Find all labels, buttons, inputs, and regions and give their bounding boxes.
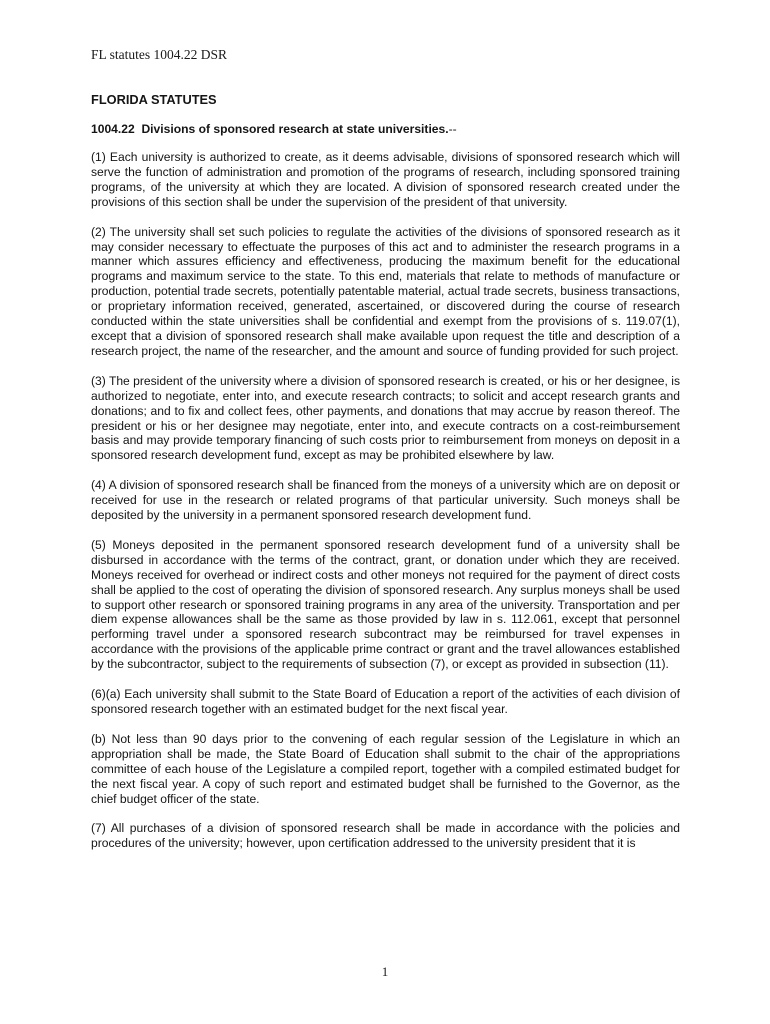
paragraph-1: (1) Each university is authorized to create, as it deems advisable, divisions of sponsored research which will serve the function of administration and promotion of the programs of research, including sponsored training programs, of the university at which they are located. A division of sponsored research created under the provisions of this section shall be under the supervision of the president of that university. [91, 150, 680, 209]
paragraph-3: (3) The president of the university where a division of sponsored research is created, or his or her designee, is authorized to negotiate, enter into, and execute research contracts; to solicit and accept research grants and donations; and to fix and collect fees, other payments, and donations that may accrue by reason thereof. The president or his or her designee may negotiate, enter into, and execute contracts on a cost-reimbursement basis and may provide temporary financing of such costs prior to reimbursement from moneys on deposit in a sponsored research development fund, except as may be prohibited elsewhere by law. [91, 373, 680, 463]
section-title: Divisions of sponsored research at state universities. [141, 122, 449, 136]
paragraph-2: (2) The university shall set such policies to regulate the activities of the divisions of sponsored research as it may consider necessary to effectuate the purposes of this act and to administer the research programs in a manner which assures efficiency and effectiveness, producing the maximum benefit for the educational programs and maximum service to the state. To this end, materials that relate to methods of manufacture or production, potential trade secrets, potentially patentable material, actual trade secrets, business transactions, or proprietary information received, generated, ascertained, or discovered during the course of research conducted within the state universities shall be confidential and exempt from the provisions of s. 119.07(1), except that a division of sponsored research shall make available upon request the title and description of a research project, the name of the researcher, and the amount and source of funding provided for such project. [91, 224, 680, 358]
section-dash: -- [448, 122, 457, 136]
paragraph-4: (4) A division of sponsored research shall be financed from the moneys of a university which are on deposit or received for use in the research or related programs of that particular university. Such moneys shall be deposited by the university in a permanent sponsored research development fund. [91, 478, 680, 523]
section-heading [91, 121, 680, 137]
running-header: FL statutes 1004.22 DSR [91, 47, 228, 62]
paragraph-7: (7) All purchases of a division of sponsored research shall be made in accordance with the policies and procedures of the university; however, upon certification addressed to the university president that it is [91, 821, 680, 851]
paragraph-5: (5) Moneys deposited in the permanent sponsored research development fund of a university shall be disbursed in accordance with the terms of the contract, grant, or donation under which they are received. Moneys received for overhead or indirect costs and other moneys not required for the payment of direct costs shall be applied to the cost of operating the division of sponsored research. Any surplus moneys shall be used to support other research or sponsored training programs in any area of the university. Transportation and per diem expense allowances shall be the same as those provided by law in s. 112.061, except that personnel performing travel under a sponsored research subcontract may be reimbursed for travel expenses in accordance with the provisions of the applicable prime contract or grant and the travel allowances established by the subcontractor, subject to the requirements of subsection (7), or except as provided in subsection (11). [91, 537, 680, 672]
section-number: 1004.22 [91, 122, 135, 136]
paragraph-6a: (6)(a) Each university shall submit to the State Board of Education a report of the activities of each division of sponsored research together with an estimated budget for the next fiscal year. [91, 687, 680, 716]
page-number: 1 [381, 964, 389, 979]
document-body [91, 92, 680, 866]
paragraph-6b: (b) Not less than 90 days prior to the convening of each regular session of the Legislature in which an appropriation shall be made, the State Board of Education shall submit to the chair of the appropriations committee of each house of the Legislature a compiled report, together with a compiled estimated budget for the next fiscal year. A copy of such report and estimated budget shall be furnished to the Governor, as the chief budget officer of the state. [91, 731, 680, 806]
document-title: FLORIDA STATUTES [91, 92, 217, 107]
